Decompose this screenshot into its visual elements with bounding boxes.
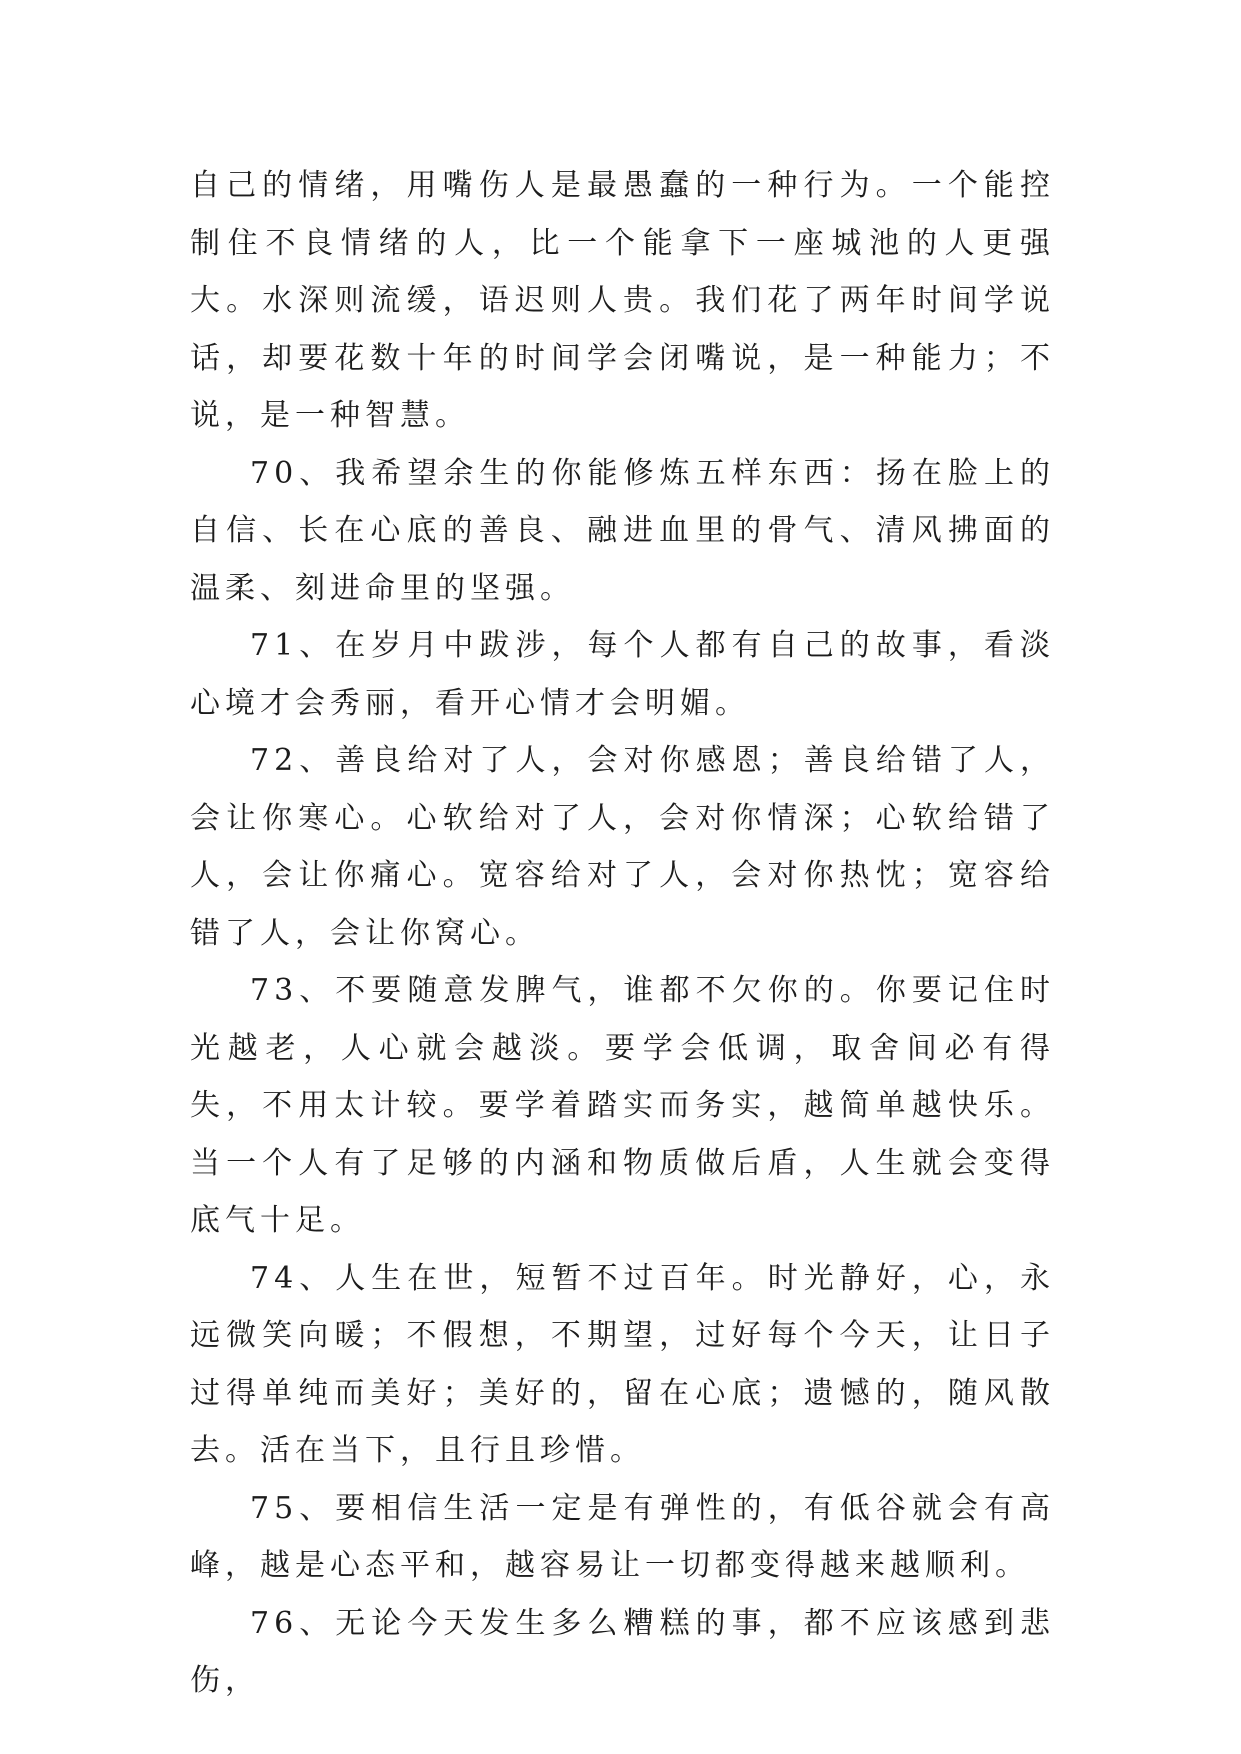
paragraph-74: 74、人生在世，短暂不过百年。时光静好，心，永远微笑向暖；不假想，不期望，过好每个今天，让日子过得单纯而美好；美好的，留在心底；遗憾的，随风散去。活在当下，且行且珍惜。 [190, 1260, 1055, 1468]
paragraph-73: 73、不要随意发脾气，谁都不欠你的。你要记住时光越老，人心就会越淡。要学会低调，取舍间必有得失，不用太计较。要学着踏实而务实，越简单越快乐。当一个人有了足够的内涵和物质做后盾，人生就会变得底气十足。 [190, 973, 1055, 1238]
paragraph-continuation: 自己的情绪，用嘴伤人是最愚蠢的一种行为。一个能控制住不良情绪的人，比一个能拿下一座城池的人更强大。水深则流缓，语迟则人贵。我们花了两年时间学说话，却要花数十年的时间学会闭嘴说，是一种能力；不说，是一种智慧。 [190, 168, 1055, 433]
paragraph-76: 76、无论今天发生多么糟糕的事，都不应该感到悲伤， [190, 1605, 1055, 1698]
paragraph-75: 75、要相信生活一定是有弹性的，有低谷就会有高峰，越是心态平和，越容易让一切都变得越来越顺利。 [190, 1490, 1055, 1583]
document-body [190, 157, 1055, 1710]
paragraph-72: 72、善良给对了人，会对你感恩；善良给错了人，会让你寒心。心软给对了人，会对你情深；心软给错了人，会让你痛心。宽容给对了人，会对你热忱；宽容给错了人，会让你窝心。 [190, 743, 1055, 951]
paragraph-71: 71、在岁月中跋涉，每个人都有自己的故事，看淡心境才会秀丽，看开心情才会明媚。 [190, 628, 1055, 721]
paragraph-70: 70、我希望余生的你能修炼五样东西：扬在脸上的自信、长在心底的善良、融进血里的骨气、清风拂面的温柔、刻进命里的坚强。 [190, 455, 1055, 606]
